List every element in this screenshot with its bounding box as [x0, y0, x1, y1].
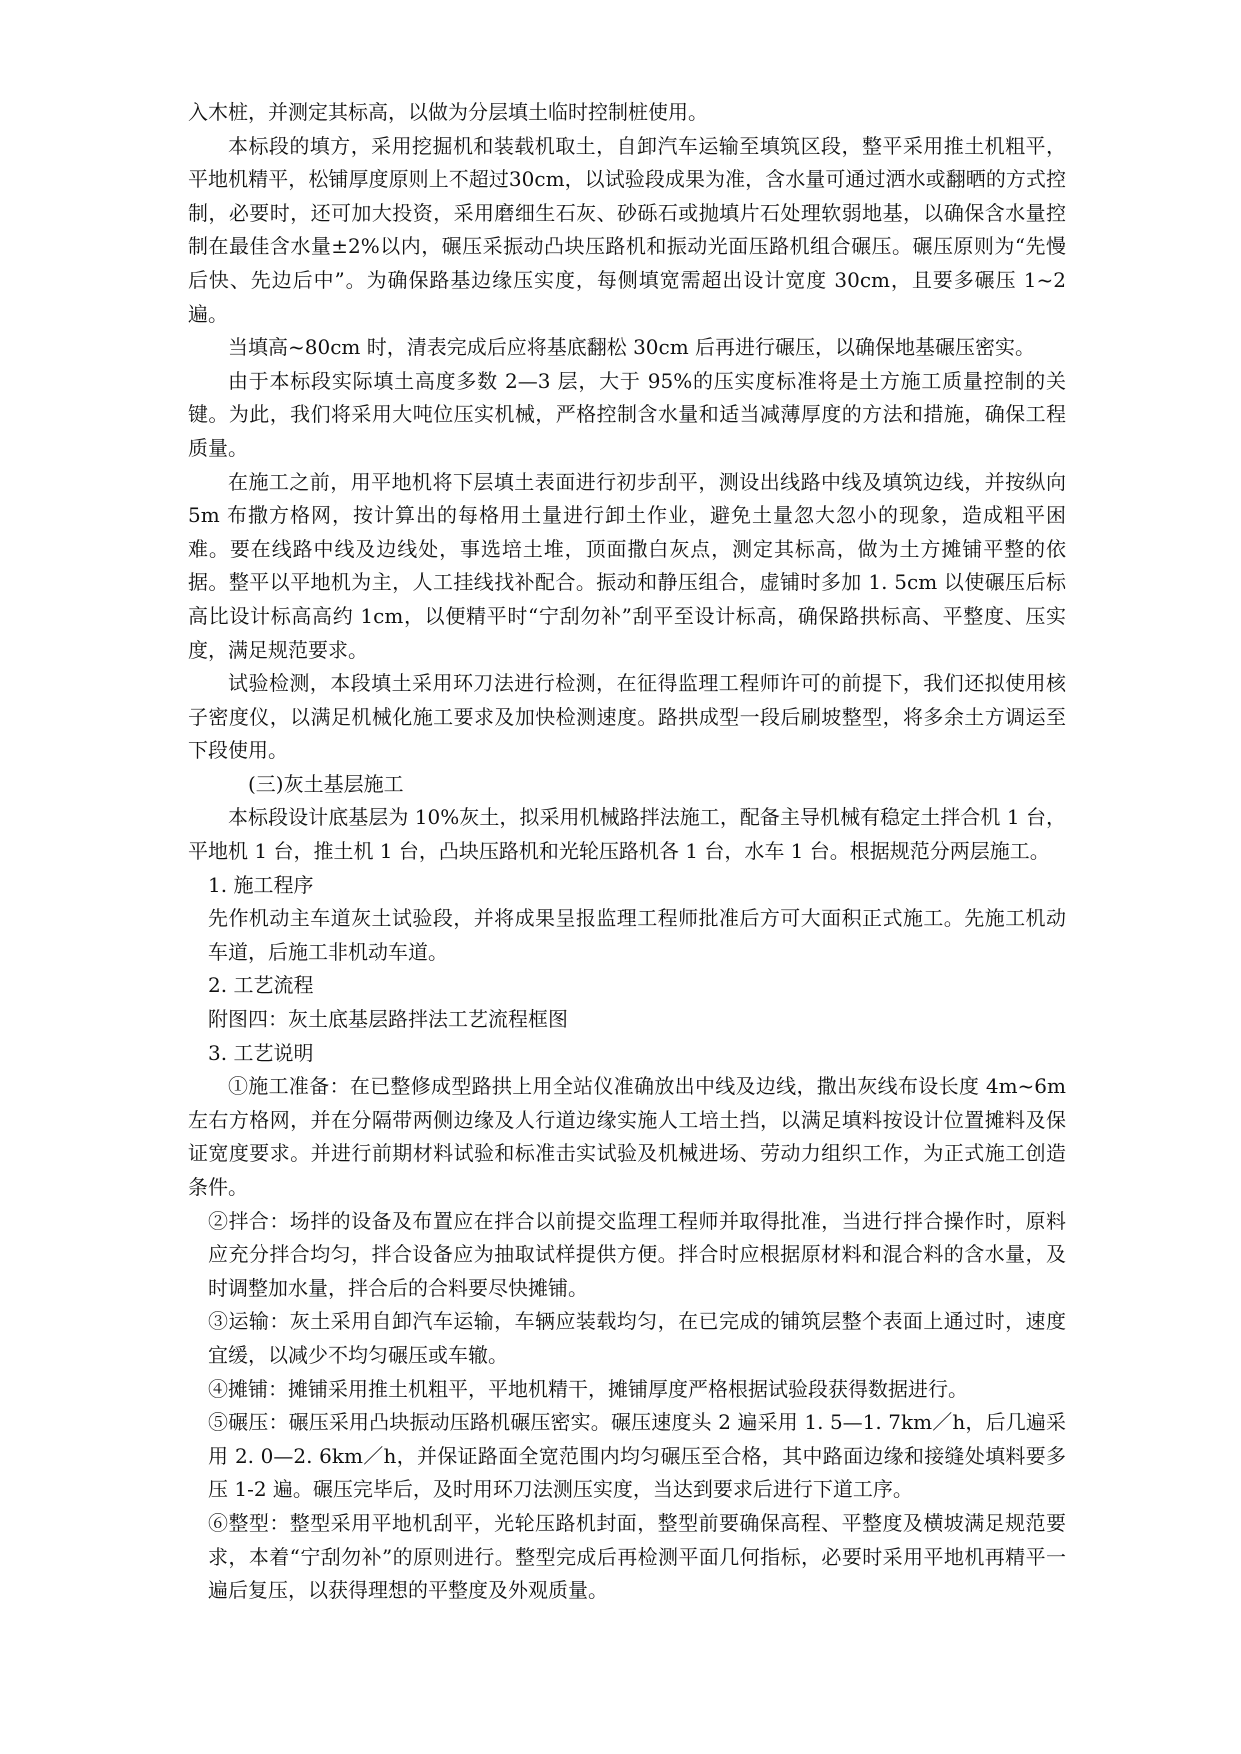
paragraph-lime-soil-design: 本标段设计底基层为 10%灰土，拟采用机械路拌法施工，配备主导机械有稳定土拌合机 1 台，平地机 1 台，推土机 1 台，凸块压路机和光轮压路机各 1 台，水车 1 台。根据规范分两层施工。 — [188, 805, 1066, 864]
paragraph-fill-height: 当填高~80cm 时，清表完成后应将基底翻松 30cm 后再进行碾压，以确保地基碾压密实。 — [228, 335, 1036, 360]
section-heading-lime-soil-base: (三)灰土基层施工 — [248, 771, 404, 796]
document-page — [188, 96, 1066, 1608]
step-preparation: ①施工准备：在已整修成型路拱上用全站仪准确放出中线及边线，撒出灰线布设长度 4m~6m 左右方格网，并在分隔带两侧边缘及人行道边缘实施人工培土挡，以满足填料按设计位置摊料及保证宽度要求。并进行前期材料试验和标准击实试验及机械进场、劳动力组织工作，为正式施工创造条件。 — [188, 1074, 1066, 1199]
paragraph-testing: 试验检测，本段填土采用环刀法进行检测，在征得监理工程师许可的前提下，我们还拟使用核子密度仪，以满足机械化施工要求及加快检测速度。路拱成型一段后刷坡整型，将多余土方调运至下段使用。 — [188, 671, 1066, 763]
figure-reference: 附图四：灰土底基层路拌法工艺流程框图 — [208, 1007, 568, 1032]
paragraph-trial-section: 先作机动主车道灰土试验段，并将成果呈报监理工程师批准后方可大面积正式施工。先施工机动车道，后施工非机动车道。 — [208, 906, 1066, 964]
paragraph-pre-construction: 在施工之前，用平地机将下层填土表面进行初步刮平，测设出线路中线及填筑边线，并按纵向 5m 布撒方格网，按计算出的每格用土量进行卸土作业，避免土量忽大忽小的现象，造成粗平困难。要在线路中线及边线处，事选培土堆，顶面撒白灰点，测定其标高，做为土方摊铺平整的依据。整平以平地机为主，人工挂线找补配合。振动和静压组合，虚铺时多加 1. 5cm 以使碾压后标高比设计标高高约 1cm，以便精平时“宁刮勿补”刮平至设计标高，确保路拱标高、平整度、压实度，满足规范要求。 — [188, 469, 1066, 662]
subheading-construction-procedure: 1. 施工程序 — [208, 872, 314, 897]
subheading-process-flow: 2. 工艺流程 — [208, 973, 314, 998]
subheading-process-description: 3. 工艺说明 — [208, 1040, 314, 1065]
step-rolling: ⑤碾压：碾压采用凸块振动压路机碾压密实。碾压速度头 2 遍采用 1. 5—1. 7km／h，后几遍采用 2. 0—2. 6km／h，并保证路面全宽范围内均匀碾压至合格，其中路面边缘和接缝处填料要多压 1-2 遍。碾压完毕后，及时用环刀法测压实度，当达到要求后进行下道工序。 — [208, 1410, 1066, 1502]
paragraph-compaction-key: 由于本标段实际填土高度多数 2—3 层，大于 95%的压实度标准将是土方施工质量控制的关键。为此，我们将采用大吨位压实机械，严格控制含水量和适当减薄厚度的方法和措施，确保工程质量。 — [188, 368, 1066, 460]
paragraph-fill-method: 本标段的填方，采用挖掘机和装载机取土，自卸汽车运输至填筑区段，整平采用推土机粗平，平地机精平，松铺厚度原则上不超过30cm，以试验段成果为准，含水量可通过洒水或翻晒的方式控制，必要时，还可加大投资，采用磨细生石灰、砂砾石或抛填片石处理软弱地基，以确保含水量控制在最佳含水量±2%以内，碾压采振动凸块压路机和振动光面压路机组合碾压。碾压原则为“先慢后快、先边后中”。为确保路基边缘压实度，每侧填宽需超出设计宽度 30cm，且要多碾压 1~2 遍。 — [188, 133, 1066, 326]
step-mixing: ②拌合：场拌的设备及布置应在拌合以前提交监理工程师并取得批准，当进行拌合操作时，原料应充分拌合均匀，拌合设备应为抽取试样提供方便。拌合时应根据原材料和混合料的含水量，及时调整加水量，拌合后的合料要尽快摊铺。 — [208, 1208, 1066, 1300]
step-transport: ③运输：灰土采用自卸汽车运输，车辆应装载均匀，在已完成的铺筑层整个表面上通过时，速度宜缓，以减少不均匀碾压或车辙。 — [208, 1309, 1066, 1367]
paragraph-wooden-stakes: 入木桩，并测定其标高，以做为分层填土临时控制桩使用。 — [188, 100, 708, 124]
step-shaping: ⑥整型：整型采用平地机刮平，光轮压路机封面，整型前要确保高程、平整度及横坡满足规范要求，本着“宁刮勿补”的原则进行。整型完成后再检测平面几何指标，必要时采用平地机再精平一遍后复压，以获得理想的平整度及外观质量。 — [208, 1510, 1066, 1603]
step-spreading: ④摊铺：摊铺采用推土机粗平，平地机精干，摊铺厚度严格根据试验段获得数据进行。 — [208, 1376, 968, 1401]
